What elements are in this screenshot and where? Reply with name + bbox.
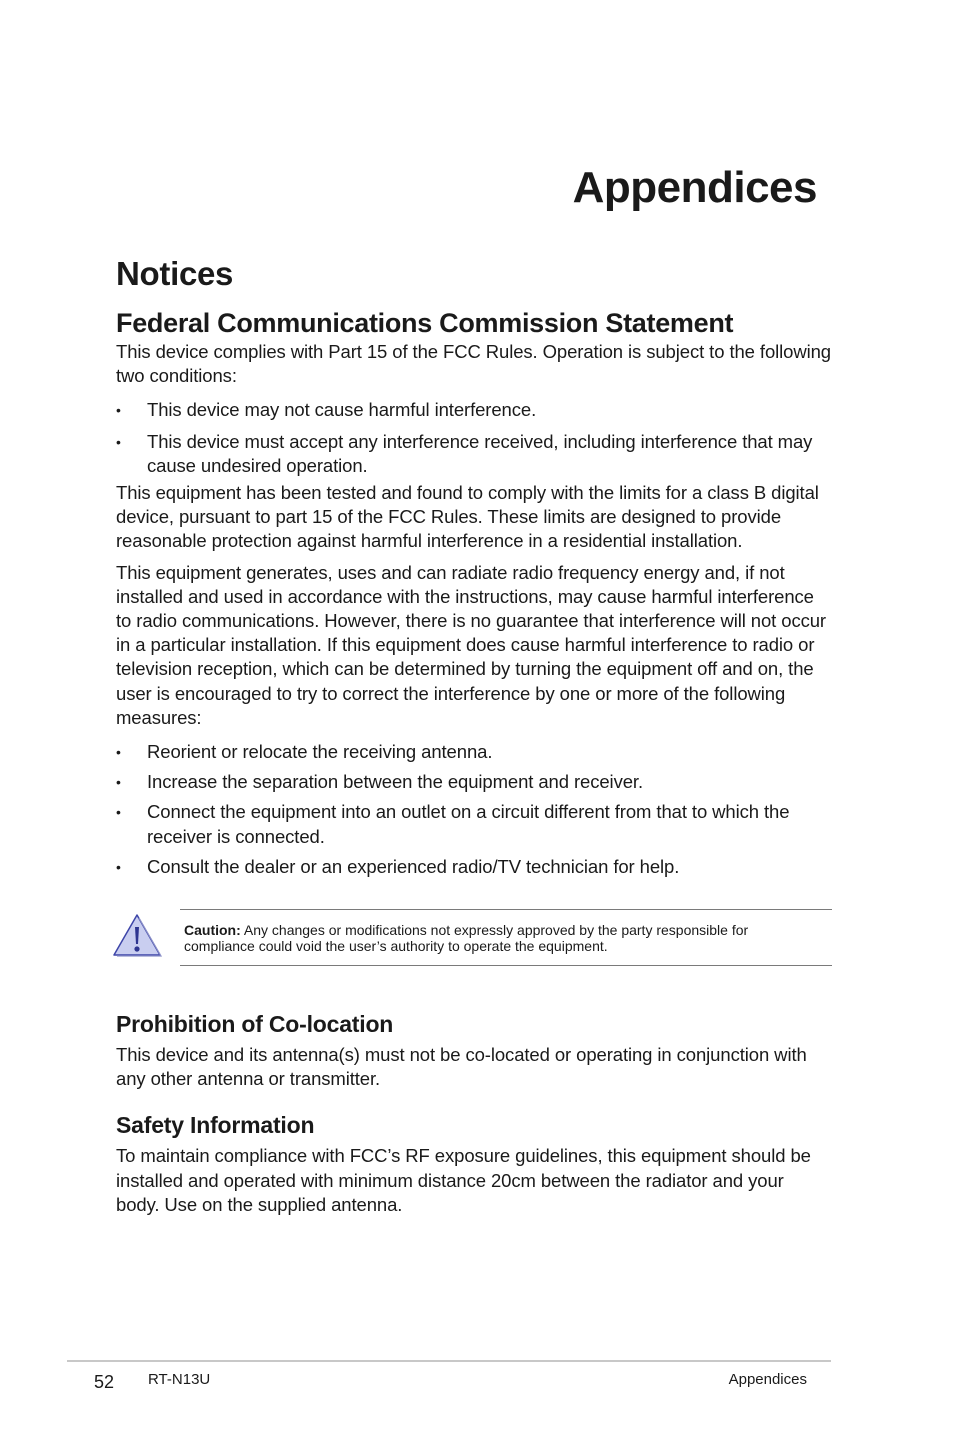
- caution-text: [184, 922, 812, 954]
- fcc-heading: Federal Communications Commission Statement: [116, 308, 734, 338]
- warning-exclamation-icon: [112, 913, 162, 957]
- colocation-text: This device and its antenna(s) must not be co-located or operating in conjunction with any other antenna or transmitter.: [116, 1044, 807, 1090]
- fcc-intro: This device complies with Part 15 of the FCC Rules. Operation is subject to the following two conditions:: [116, 341, 831, 387]
- footer-section: Appendices: [728, 1371, 807, 1388]
- page-content: [116, 254, 832, 1217]
- list-item: • Increase the separation between the equipment and receiver.: [116, 771, 643, 793]
- caution-rule-bottom: [180, 965, 832, 966]
- list-item: • Connect the equipment into an outlet on a circuit different from that to which the receiver is connected.: [116, 801, 790, 847]
- footer-rule: [67, 1360, 831, 1362]
- caution-rule-top: [180, 909, 832, 910]
- footer-model: RT-N13U: [148, 1371, 211, 1388]
- fcc-measures-list: [116, 740, 832, 879]
- caution-label: Caution:: [184, 922, 241, 939]
- chapter-title: Appendices: [572, 163, 817, 212]
- safety-text: To maintain compliance with FCC’s RF exposure guidelines, this equipment should be installed and operated with minimum distance 20cm between the radiator and your body. Use on the supplied antenna.: [116, 1145, 811, 1215]
- fcc-conditions-list: [116, 398, 832, 478]
- colocation-heading: Prohibition of Co-location: [116, 1011, 394, 1038]
- caution-body: Any changes or modifications not expressly approved by the party responsible for compliance could void the user’s authority to operate the equipment.: [184, 922, 749, 955]
- list-item: • Reorient or relocate the receiving antenna.: [116, 741, 493, 763]
- section-title: Notices: [116, 255, 234, 292]
- list-item: • Consult the dealer or an experienced radio/TV technician for help.: [116, 855, 680, 877]
- list-item: • This device may not cause harmful interference.: [116, 399, 537, 421]
- fcc-paragraph-2: This equipment generates, uses and can radiate radio frequency energy and, if not installed and used in accordance with the instructions, may cause harmful interference to radio communications. However, there is no guarantee that interference will not occur in a particular installation. If this equipment does cause harmful interference to radio or television reception, which can be determined by turning the equipment off and on, the user is encouraged to try to correct the interference by one or more of the following measures:: [116, 561, 826, 728]
- fcc-paragraph-1: This equipment has been tested and found to comply with the limits for a class B digital device, pursuant to part 15 of the FCC Rules. These limits are designed to provide reasonable protection against harmful interference in a residential installation.: [116, 482, 819, 552]
- page-number: 52: [94, 1372, 115, 1392]
- safety-heading: Safety Information: [116, 1112, 315, 1139]
- list-item: • This device must accept any interference received, including interference that may cause undesired operation.: [116, 430, 813, 476]
- caution-note: [116, 909, 832, 967]
